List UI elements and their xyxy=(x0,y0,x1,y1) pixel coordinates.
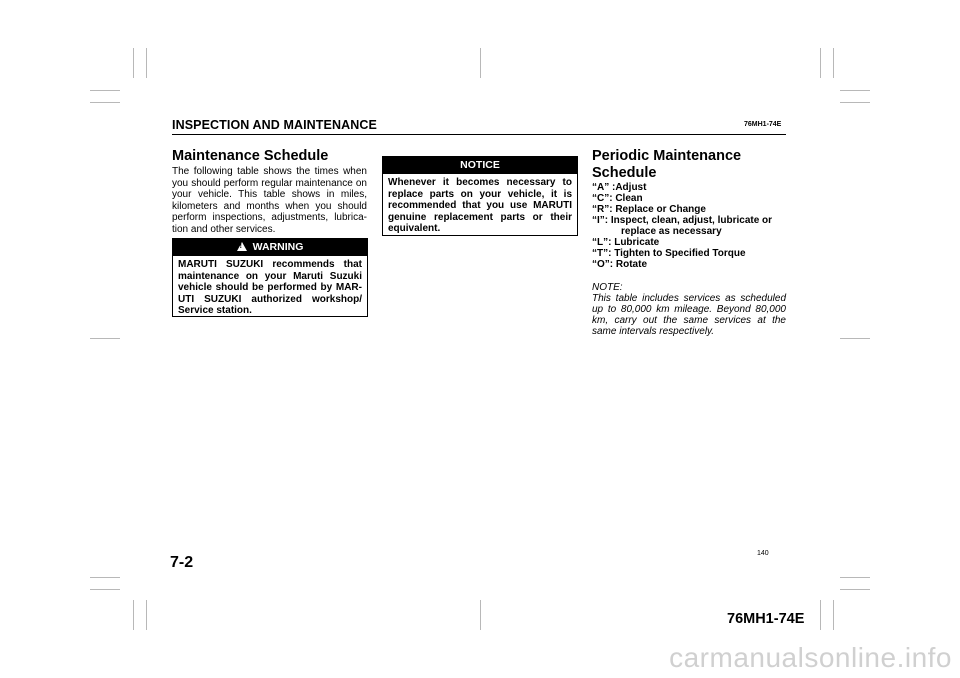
intro-paragraph: The following table shows the times when you should perform regular maintenance on your vehicle. This table shows in miles, kilometers and months when you should perform inspections, adjustments, lubrica- tion and other services. xyxy=(172,166,367,235)
header-rule xyxy=(172,134,786,135)
notice-text: Whenever it becomes necessary to replace parts on your vehicle, it is recommended that you use MARUTI genuine replacement parts or their equivalent. xyxy=(388,177,572,235)
heading-line-2: Schedule xyxy=(592,165,657,181)
legend-item: “A” :Adjust xyxy=(592,182,647,193)
heading-line-1: Periodic Maintenance xyxy=(592,148,742,164)
legend-item: “O”: Rotate xyxy=(592,259,647,270)
right-column xyxy=(592,148,786,337)
warning-box xyxy=(172,238,368,317)
warning-triangle-icon xyxy=(237,242,247,251)
warning-text: MARUTI SUZUKI recommends that maintenance on your Maruti Suzuki vehicle should be performed by MAR- UTI SUZUKI authorized workshop/ Service station. xyxy=(178,259,362,317)
header-doc-code: 76MH1-74E xyxy=(744,121,782,128)
notice-label: NOTICE xyxy=(383,157,577,174)
page-reference: 7-2 xyxy=(170,554,194,571)
legend-item: “T”: Tighten to Specified Torque xyxy=(592,248,746,259)
left-column xyxy=(172,148,367,236)
legend-item-continuation: replace as necessary xyxy=(621,226,722,237)
warning-label: WARNING xyxy=(252,241,304,253)
periodic-maintenance-heading xyxy=(592,148,786,182)
watermark: carmanualsonline.info xyxy=(669,642,952,673)
legend-item: “C”: Clean xyxy=(592,193,643,204)
service-legend xyxy=(592,182,786,270)
maintenance-schedule-heading: Maintenance Schedule xyxy=(172,148,329,164)
note-label: NOTE: xyxy=(592,282,623,293)
legend-item: “I”: Inspect, clean, adjust, lubricate or xyxy=(592,215,773,226)
notice-box xyxy=(382,156,578,236)
footer-doc-code: 76MH1-74E xyxy=(727,611,805,627)
note-text: This table includes services as scheduled up to 80,000 km mileage. Beyond 80,000 km, carry out the same services at the same intervals respectively. xyxy=(592,293,786,337)
warning-header xyxy=(173,239,367,256)
legend-item: “L”: Lubricate xyxy=(592,237,660,248)
legend-item: “R”: Replace or Change xyxy=(592,204,706,215)
section-title: INSPECTION AND MAINTENANCE xyxy=(172,118,377,132)
page-number: 140 xyxy=(757,550,769,557)
